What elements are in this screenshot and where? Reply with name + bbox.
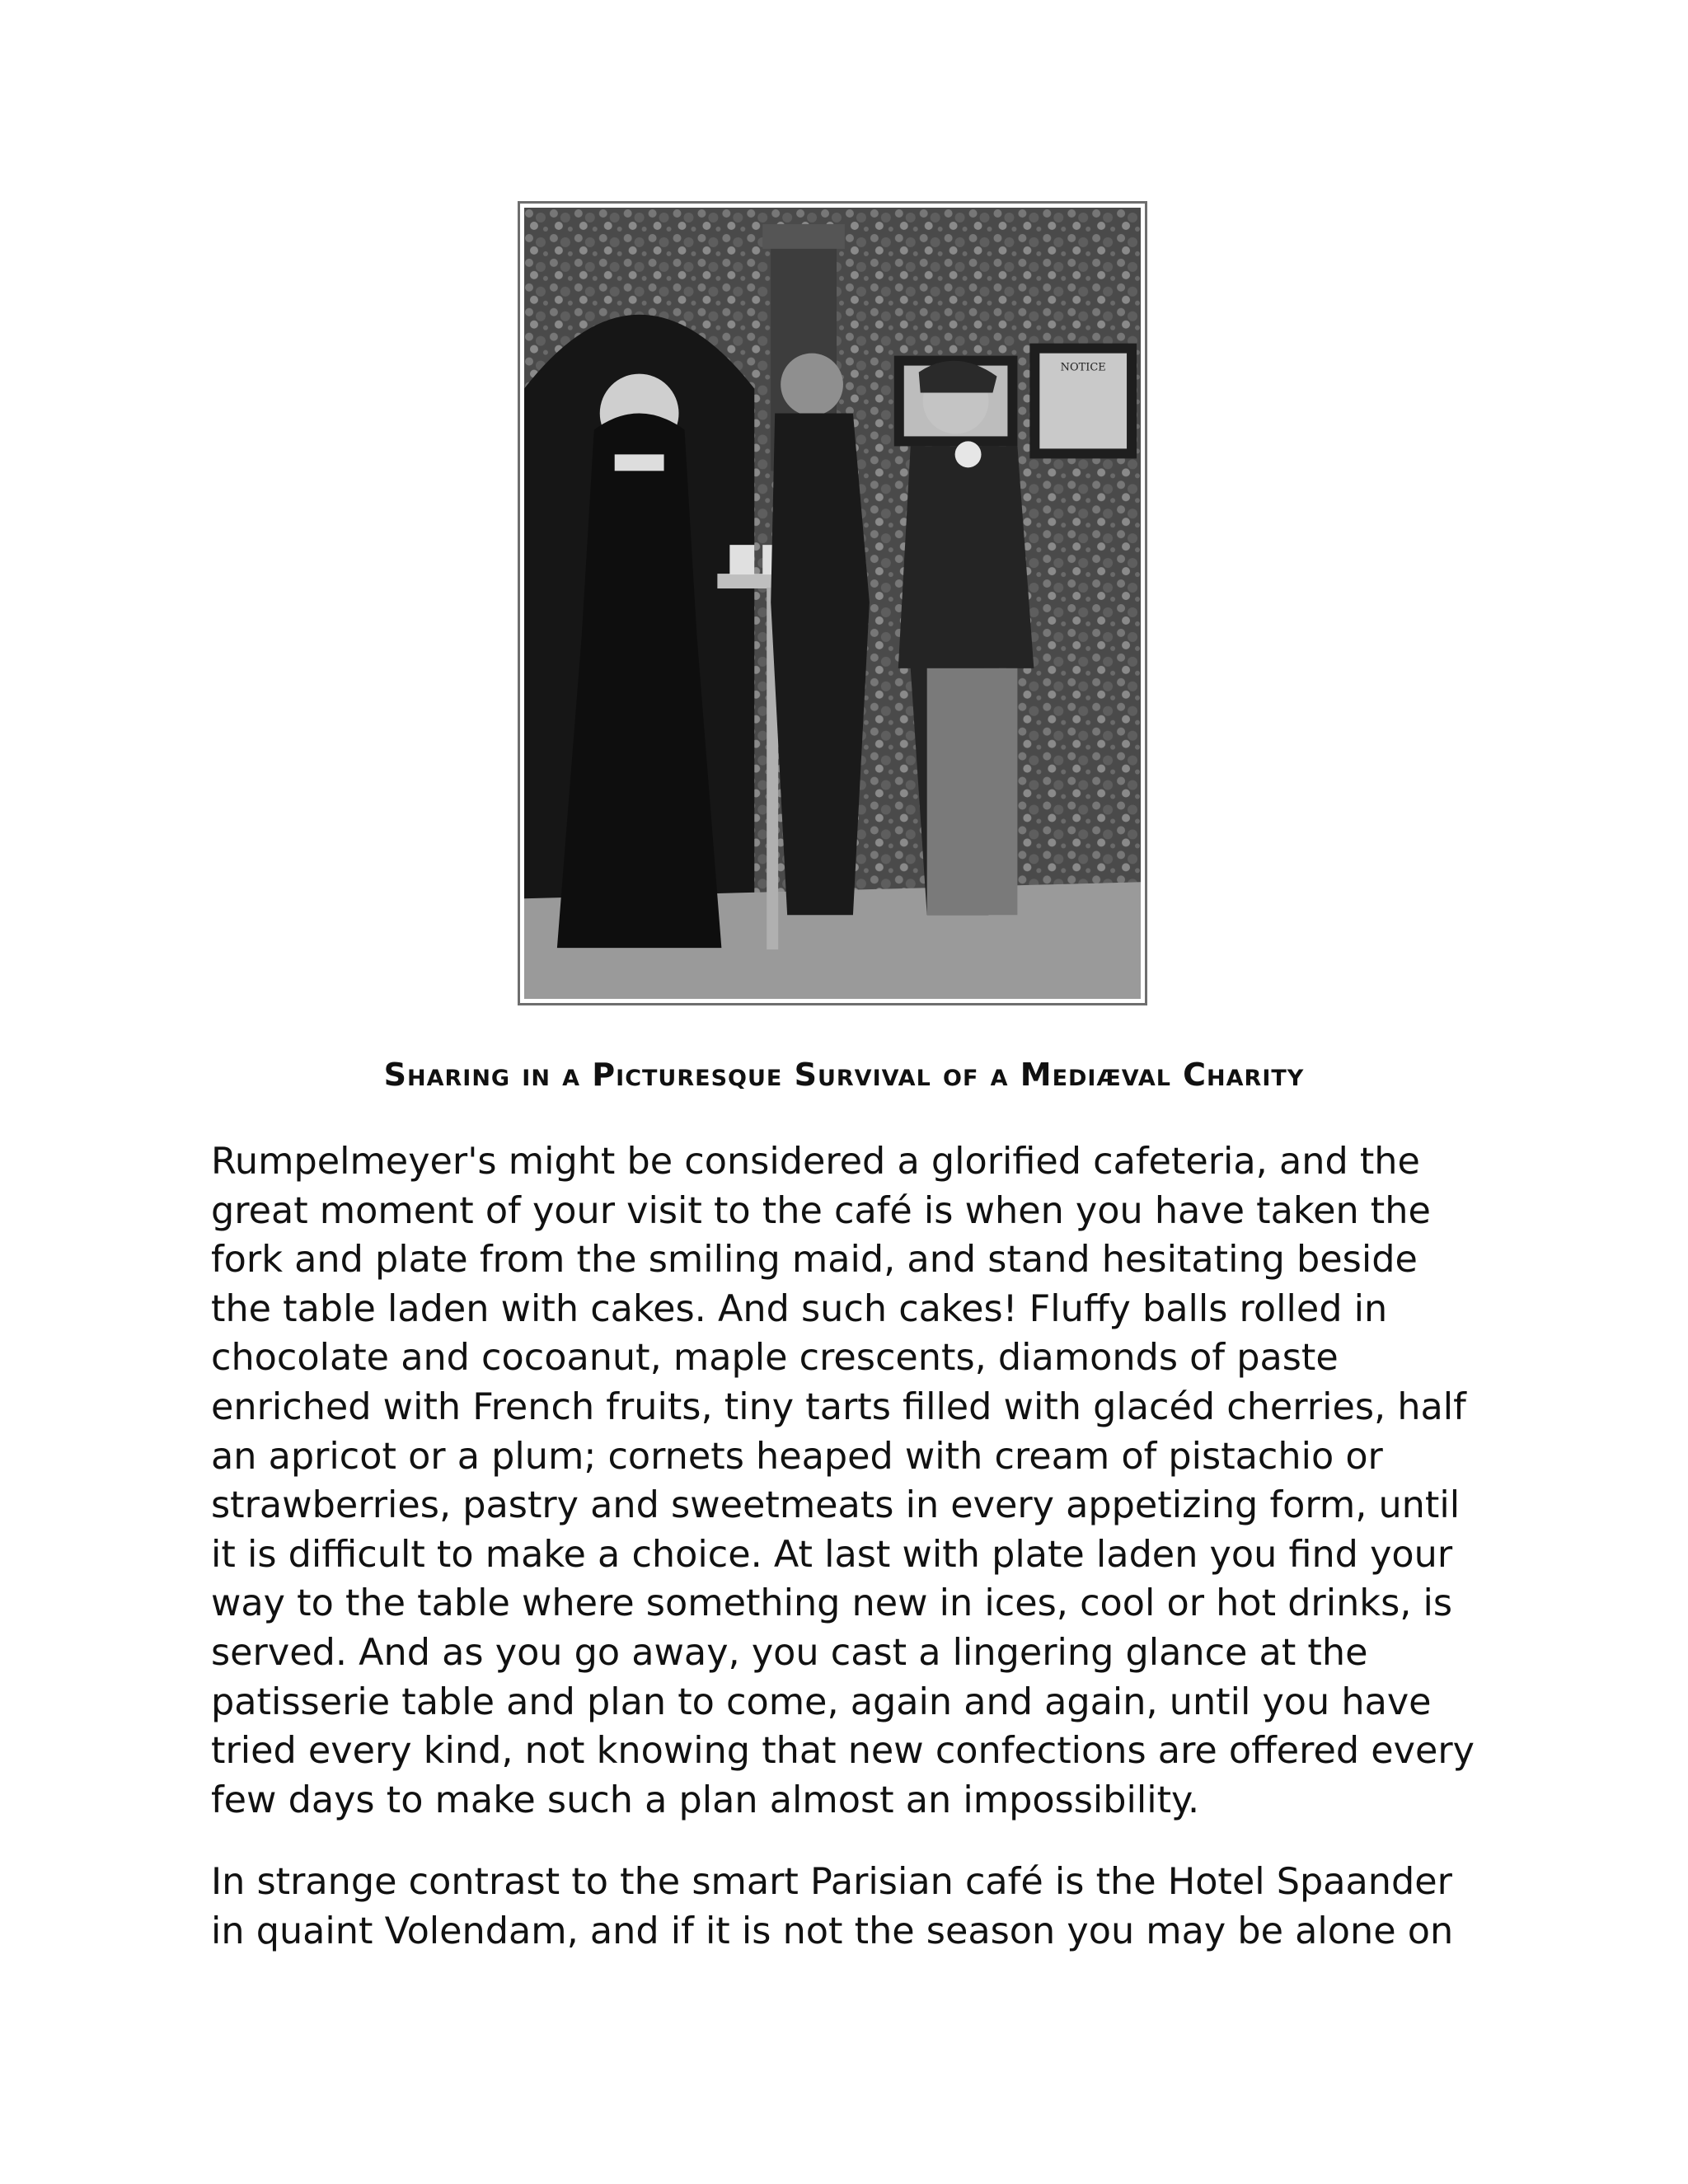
- photograph-frame: [518, 201, 1147, 1005]
- body-text: [211, 1137, 1480, 1990]
- photograph-illustration: [524, 208, 1141, 999]
- figure-caption: Sharing in a Picturesque Survival of a Mediæval Charity: [383, 1057, 1305, 1093]
- photograph: [524, 208, 1141, 999]
- paragraph: Rumpelmeyer's might be considered a glorified cafeteria, and the great moment of your visit to the café is when you have taken the fork and plate from the smiling maid, and stand hesitating beside the table laden with cakes. And such cakes! Fluffy balls rolled in chocolate and cocoanut, maple crescents, diamonds of paste enriched with French fruits, tiny tarts filled with glacéd cherries, half an apricot or a plum; cornets heaped with cream of pistachio or strawberries, pastry and sweetmeats in every appetizing form, until it is difficult to make a choice. At last with plate laden you find your way to the table where something new in ices, cool or hot drinks, is served. And as you go away, you cast a lingering glance at the patisserie table and plan to come, again and again, until you have tried every kind, not knowing that new confections are offered every few days to make such a plan almost an impossibility.: [211, 1141, 1475, 1821]
- notice-sign-label: NOTICE: [1060, 361, 1106, 374]
- paragraph: In strange contrast to the smart Parisian café is the Hotel Spaander in quaint Volendam, and if it is not the season you may be alone on: [211, 1861, 1454, 1952]
